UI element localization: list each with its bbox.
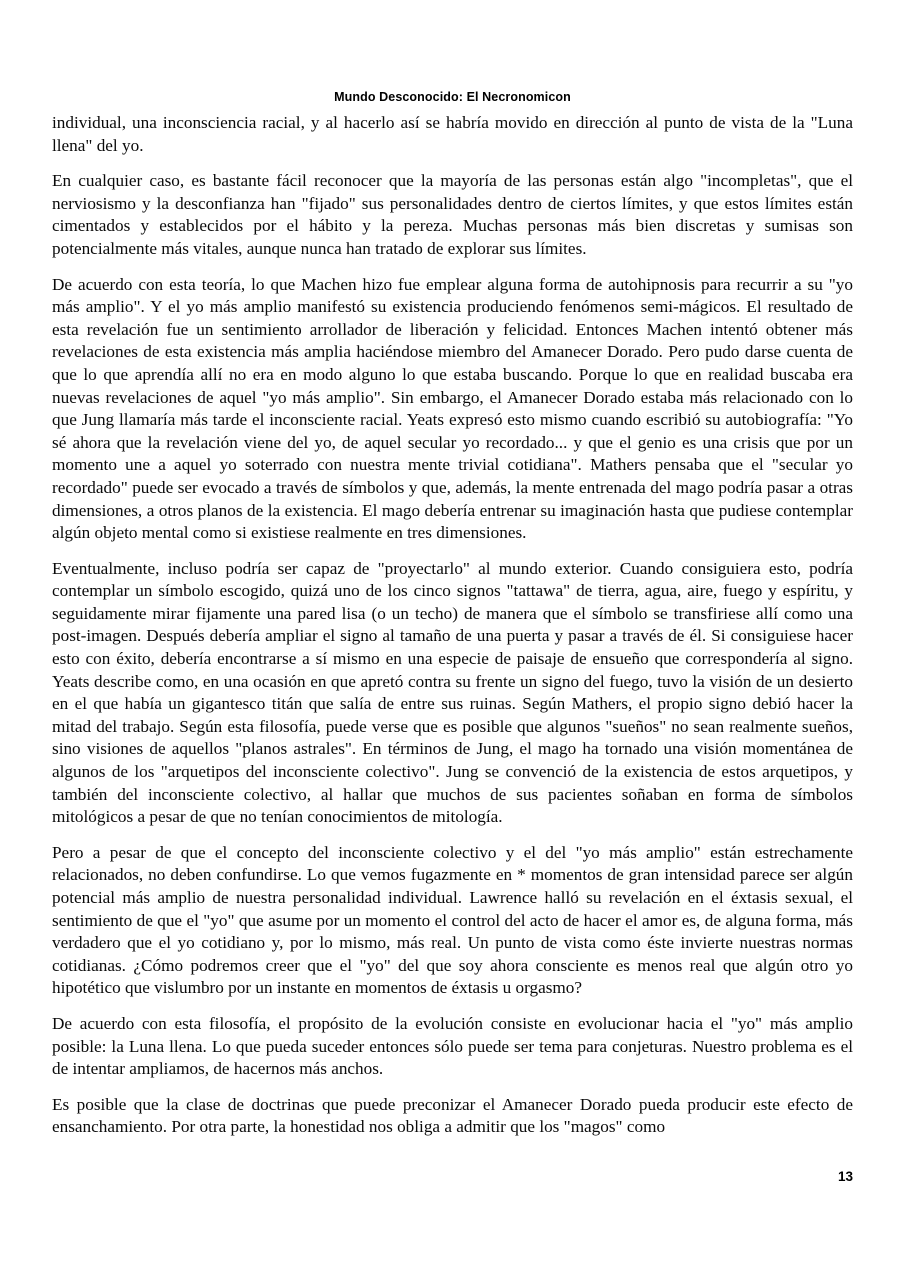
paragraph: En cualquier caso, es bastante fácil reconocer que la mayoría de las personas están algo "incompletas", que el nerviosismo y la desconfianza han "fijado" sus personalidades dentro de ciertos límites, y que estos límites están cimentados y establecidos por el hábito y la pereza. Muchas personas más bien discretas y sumisas son potencialmente más vitales, aunque nunca han tratado de explorar sus límites. xyxy=(52,171,853,258)
paragraph: individual, una inconsciencia racial, y al hacerlo así se habría movido en dirección al punto de vista de la "Luna llena" del yo. xyxy=(52,113,853,155)
paragraph: Es posible que la clase de doctrinas que puede preconizar el Amanecer Dorado pueda producir este efecto de ensanchamiento. Por otra parte, la honestidad nos obliga a admitir que los "magos" como xyxy=(52,1094,853,1137)
paragraph: Eventualmente, incluso podría ser capaz de "proyectarlo" al mundo exterior. Cuando consiguiera esto, podría contemplar un símbolo escogido, quizá uno de los cinco signos "tattawa" de tierra, agua, aire, fuego y espíritu, y seguidamente mirar fijamente una pared lisa (o un techo) de manera que el símbolo se transfiriese allí como una post-imagen. Después debería ampliar el signo al tamaño de una puerta y pasar a través de él. Si consiguiese hacer esto con éxito, debería encontrarse a sí mismo en una especie de paisaje de ensueño que correspondería al signo. Yeats describe como, en una ocasión en que apretó contra su frente un signo del fuego, tuvo la visión de un desierto en el que había un gigantesco titán que salía de entre sus ruinas. Según Mathers, el propio signo debió hacer la mitad del trabajo. Según esta filosofía, puede verse que es posible que algunos "sueños" no sean realmente sueños, sino visiones de aquellos "planos astrales". En términos de Jung, el mago ha tornado una visión momentánea de algunos de los "arquetipos del inconsciente colectivo". Jung se convenció de la existencia de estos arquetipos, y también del inconsciente colectivo, al hallar que muchos de sus pacientes soñaban en forma de símbolos mitológicos a pesar de que no tenían conocimientos de mitología. xyxy=(52,558,853,827)
page-number: 13 xyxy=(837,1169,853,1184)
paragraph: Pero a pesar de que el concepto del inconsciente colectivo y el del "yo más amplio" están estrechamente relacionados, no deben confundirse. Lo que vemos fugazmente en * momentos de gran intensidad parece ser algún potencial más amplio de nuestra personalidad individual. Lawrence halló su revelación en el éxtasis sexual, el sentimiento de que el "yo" que asume por un momento el control del acto de hacer el amor es, de alguna forma, más verdadero que el yo cotidiano y, por lo mismo, más real. Un punto de vista como éste invierte nuestras normas cotidianas. ¿Cómo podremos creer que el "yo" del que soy ahora consciente es menos real que algún otro yo hipotético que vislumbro por un instante en momentos de éxtasis u orgasmo? xyxy=(52,842,853,998)
page-header-title: Mundo Desconocido: El Necronomicon xyxy=(334,90,571,104)
paragraph: De acuerdo con esta filosofía, el propósito de la evolución consiste en evolucionar hacia el "yo" más amplio posible: la Luna llena. Lo que pueda suceder entonces sólo puede ser tema para conjeturas. Nuestro problema es el de intentar ampliamos, de hacernos más anchos. xyxy=(52,1013,853,1079)
document-body xyxy=(52,112,853,1139)
paragraph: De acuerdo con esta teoría, lo que Machen hizo fue emplear alguna forma de autohipnosis para recurrir a su "yo más amplio". Y el yo más amplio manifestó su existencia produciendo fenómenos semi-mágicos. El resultado de esta revelación fue un sentimiento arrollador de liberación y felicidad. Entonces Machen intentó obtener más revelaciones de esta existencia más amplia haciéndose miembro del Amanecer Dorado. Pero pudo darse cuenta de que lo que aprendía allí no era en modo alguno lo que estaba buscando. Porque lo que en realidad buscaba era nuevas revelaciones de aquel "yo más amplio". Sin embargo, el Amanecer Dorado estaba más relacionado con lo que Jung llamaría más tarde el inconsciente racial. Yeats expresó esto mismo cuando escribió su autobiografía: "Yo sé ahora que la revelación viene del yo, de aquel secular yo recordado... y que el genio es una crisis que por un momento une a aquel yo soterrado con nuestra mente trivial cotidiana". Mathers pensaba que el "secular yo recordado" puede ser evocado a través de símbolos y que, además, la mente entrenada del mago podría pasar a otras dimensiones, a otros planos de la existencia. El mago debería entrenar su imaginación hasta que pudiese contemplar algún objeto mental como si existiese realmente en tres dimensiones. xyxy=(52,274,853,543)
